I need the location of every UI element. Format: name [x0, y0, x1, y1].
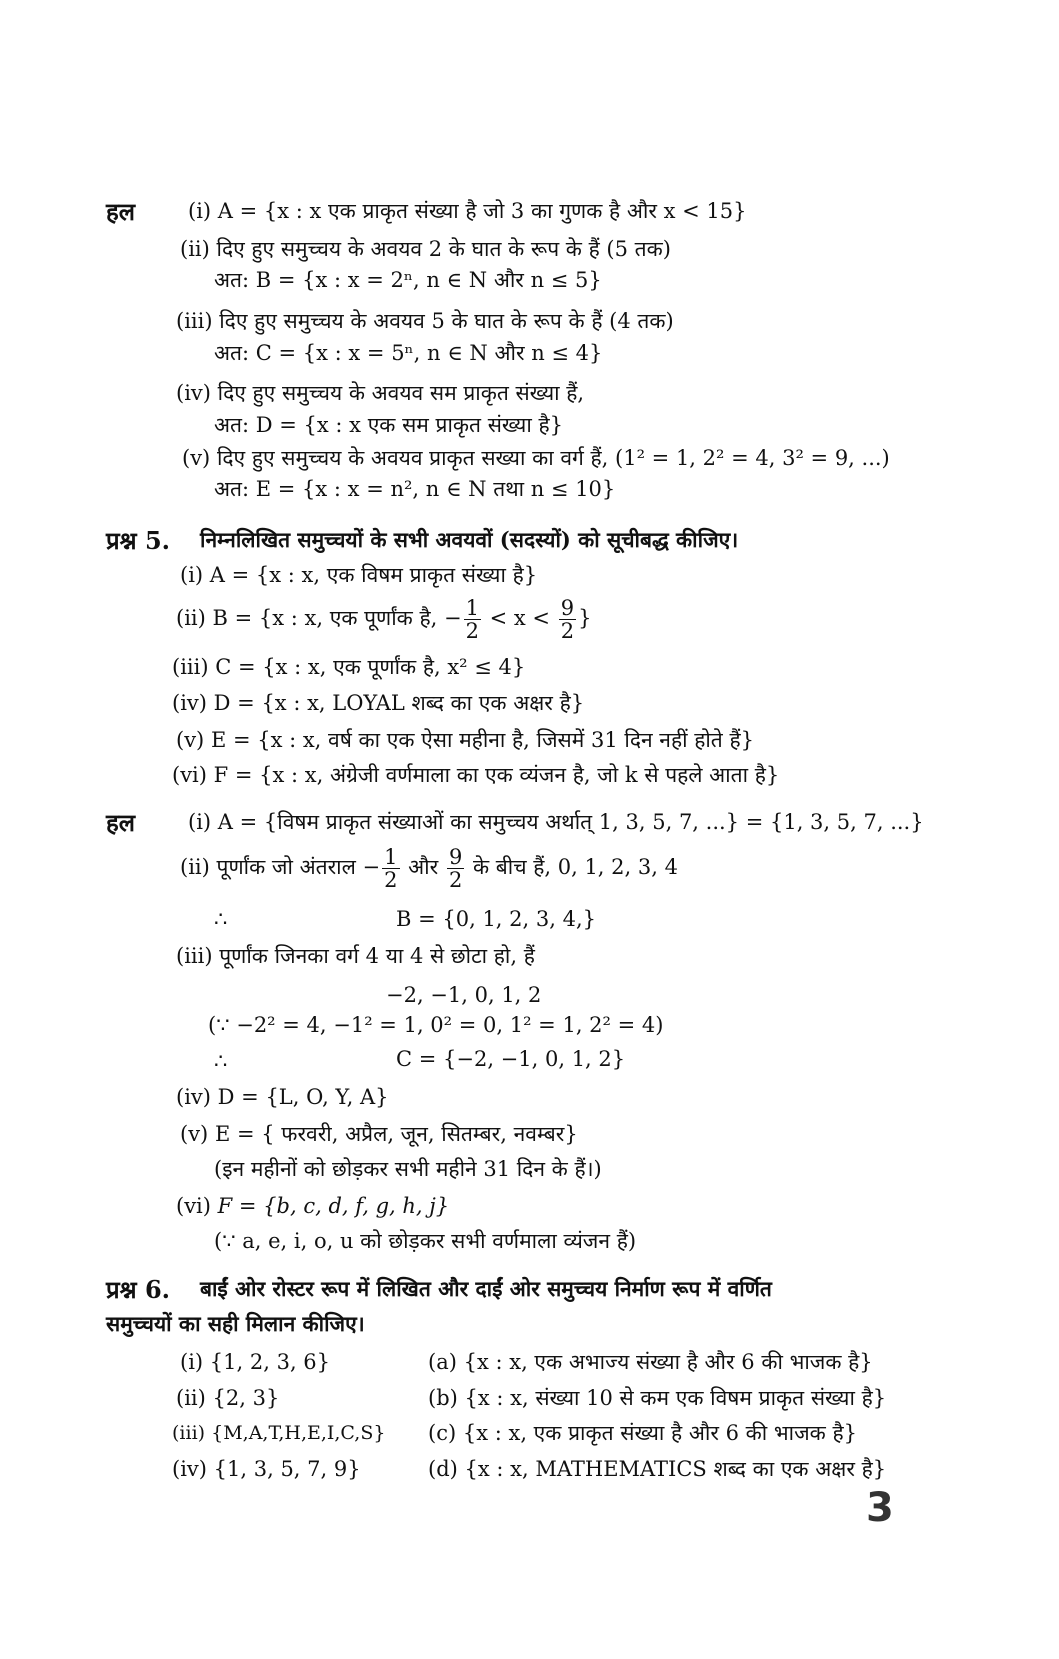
solution-item: [176, 379, 584, 407]
option-text: D = {x : x, LOYAL शब्द का एक अक्षर है}: [213, 691, 585, 715]
option-text-mid: < x <: [482, 606, 557, 630]
fraction-numerator: 1: [384, 845, 398, 869]
item-number: (iii): [176, 309, 213, 333]
fraction: [447, 846, 464, 891]
option-number: (iii): [172, 655, 209, 679]
option-number: (iii): [172, 1422, 206, 1444]
match-left-item: [172, 1455, 361, 1483]
match-left-item: [180, 1348, 330, 1376]
option-text: {1, 3, 5, 7, 9}: [213, 1457, 361, 1481]
item-text: दिए हुए समुच्चय के अवयव 2 के घात के रूप के हैं (5 तक): [216, 237, 671, 261]
option-number: (v): [176, 728, 205, 752]
option-number: (ii): [176, 1386, 206, 1410]
option-text: {x : x, MATHEMATICS शब्द का एक अक्षर है}: [464, 1457, 887, 1481]
fraction: [559, 597, 576, 642]
fraction-numerator: 9: [448, 845, 463, 869]
item-text: दिए हुए समुच्चय के अवयव सम प्राकृत संख्या हैं,: [217, 381, 585, 405]
match-left-item: [172, 1419, 385, 1447]
item-number: (iv): [176, 381, 211, 405]
question-label: प्रश्न 6.: [106, 1275, 171, 1304]
question-option: [172, 761, 779, 789]
item-number: (i): [188, 810, 212, 834]
solution-label: हल: [106, 197, 136, 226]
option-text: {2, 3}: [212, 1386, 280, 1410]
option-text-post: }: [578, 606, 592, 630]
match-right-item: [428, 1384, 886, 1412]
option-text: F = {x : x, अंग्रेजी वर्णमाला का एक व्यंजन है, जो k से पहले आता है}: [213, 763, 780, 787]
item-text: दिए हुए समुच्चय के अवयव प्राकृत सख्या का वर्ग हैं, (1² = 1, 2² = 4, 3² = 9, ...): [216, 446, 890, 470]
item-number: (vi): [176, 1194, 211, 1218]
solution-item: [176, 307, 674, 335]
solution-item: [180, 235, 671, 263]
page-number: 3: [866, 1485, 894, 1531]
fraction-denominator: 2: [448, 868, 463, 892]
fraction-denominator: 2: [384, 868, 398, 892]
option-number: (ii): [176, 606, 206, 630]
result-set: B = {0, 1, 2, 3, 4,}: [396, 907, 596, 931]
item-text: पूर्णांक जिनका वर्ग 4 या 4 से छोटा हो, हैं: [219, 944, 535, 968]
solution-item-line2: अत: B = {x : x = 2ⁿ, n ∈ N और n ≤ 5}: [214, 268, 602, 292]
match-right-item: [428, 1419, 857, 1447]
option-number: (i): [180, 1350, 204, 1374]
option-text: {M,A,T,H,E,I,C,S}: [211, 1422, 386, 1444]
solution-item-line2: अत: D = {x : x एक सम प्राकृत संख्या है}: [214, 413, 563, 437]
solution-item: [182, 444, 890, 472]
result-set: C = {−2, −1, 0, 1, 2}: [396, 1047, 626, 1071]
item-number: (iii): [176, 944, 213, 968]
option-letter: (c): [428, 1421, 457, 1445]
item-number: (ii): [180, 855, 210, 879]
option-letter: (b): [428, 1386, 458, 1410]
question-label: प्रश्न 5.: [106, 526, 171, 555]
item-text-post: के बीच हैं, 0, 1, 2, 3, 4: [466, 855, 678, 879]
solution-item: [188, 197, 746, 225]
item-text: F = {b, c, d, f, g, h, j}: [217, 1194, 450, 1218]
option-text: C = {x : x, एक पूर्णांक है, x² ≤ 4}: [215, 655, 526, 679]
question-text: निम्नलिखित समुच्चयों के सभी अवयवों (सदस्यों) को सूचीबद्ध कीजिए।: [200, 527, 739, 552]
option-text: E = {x : x, वर्ष का एक ऐसा महीना है, जिसमें 31 दिन नहीं होते हैं}: [210, 728, 754, 752]
option-text: {1, 2, 3, 6}: [209, 1350, 331, 1374]
solution-item: [176, 1192, 449, 1220]
option-number: (vi): [172, 763, 207, 787]
item-text: A = {विषम प्राकृत संख्याओं का समुच्चय अर्थात् 1, 3, 5, 7, ...} = {1, 3, 5, 7, ...}: [217, 810, 924, 834]
solution-item: [176, 1083, 388, 1111]
solution-item-line2: (इन महीनों को छोड़कर सभी महीने 31 दिन के हैं।): [214, 1157, 602, 1181]
solution-item-line2: (∵ a, e, i, o, u को छोड़कर सभी वर्णमाला व्यंजन हैं): [214, 1229, 637, 1253]
therefore-symbol: ∴: [214, 1049, 228, 1073]
fraction: [464, 597, 481, 642]
option-number: (iv): [172, 691, 207, 715]
fraction: [382, 846, 399, 891]
option-letter: (d): [428, 1457, 458, 1481]
because-note: (∵ −2² = 4, −1² = 1, 0² = 0, 1² = 1, 2² = 4): [208, 1013, 664, 1037]
item-number: (iv): [176, 1085, 211, 1109]
option-text: {x : x, संख्या 10 से कम एक विषम प्राकृत संख्या है}: [464, 1386, 887, 1410]
solution-label: हल: [106, 808, 136, 837]
solution-item: [180, 843, 678, 891]
option-text: A = {x : x, एक विषम प्राकृत संख्या है}: [209, 563, 538, 587]
solution-item-line2: अत: C = {x : x = 5ⁿ, n ∈ N और n ≤ 4}: [214, 341, 603, 365]
option-text-pre: B = {x : x, एक पूर्णांक है, −: [212, 606, 462, 630]
item-text-mid: और: [401, 855, 445, 879]
fraction-numerator: 9: [560, 596, 575, 620]
fraction-denominator: 2: [560, 619, 575, 643]
therefore-symbol: ∴: [214, 907, 228, 931]
question-text-line2: समुच्चयों का सही मिलान कीजिए।: [106, 1311, 365, 1336]
item-number: (ii): [180, 237, 210, 261]
question-text: बाईं ओर रोस्टर रूप में लिखित और दाईं ओर समुच्चय निर्माण रूप में वर्णित: [200, 1276, 772, 1301]
question-option: [180, 561, 537, 589]
item-text: A = {x : x एक प्राकृत संख्या है जो 3 का गुणक है और x < 15}: [217, 199, 747, 223]
solution-item: [176, 942, 535, 970]
option-text: {x : x, एक प्राकृत संख्या है और 6 की भाजक है}: [462, 1421, 857, 1445]
question-option: [176, 594, 591, 642]
solution-item-line2: अत: E = {x : x = n², n ∈ N तथा n ≤ 10}: [214, 477, 616, 501]
option-text: {x : x, एक अभाज्य संख्या है और 6 की भाजक है}: [463, 1350, 873, 1374]
item-number: (i): [188, 199, 212, 223]
item-text: E = { फरवरी, अप्रैल, जून, सितम्बर, नवम्बर}: [214, 1122, 578, 1146]
fraction-numerator: 1: [465, 596, 479, 620]
question-option: [172, 653, 525, 681]
item-number: (v): [182, 446, 211, 470]
item-text-pre: पूर्णांक जो अंतराल −: [216, 855, 381, 879]
fraction-denominator: 2: [465, 619, 479, 643]
option-number: (iv): [172, 1457, 207, 1481]
option-number: (i): [180, 563, 204, 587]
match-right-item: [428, 1348, 873, 1376]
item-number: (v): [180, 1122, 209, 1146]
solution-item: [180, 1120, 578, 1148]
match-right-item: [428, 1455, 886, 1483]
item-text: D = {L, O, Y, A}: [217, 1085, 389, 1109]
option-letter: (a): [428, 1350, 457, 1374]
question-option: [172, 689, 584, 717]
match-left-item: [176, 1384, 279, 1412]
item-text: दिए हुए समुच्चय के अवयव 5 के घात के रूप के हैं (4 तक): [219, 309, 674, 333]
solution-item: [188, 808, 924, 836]
question-option: [176, 726, 754, 754]
integer-values: −2, −1, 0, 1, 2: [386, 983, 542, 1007]
